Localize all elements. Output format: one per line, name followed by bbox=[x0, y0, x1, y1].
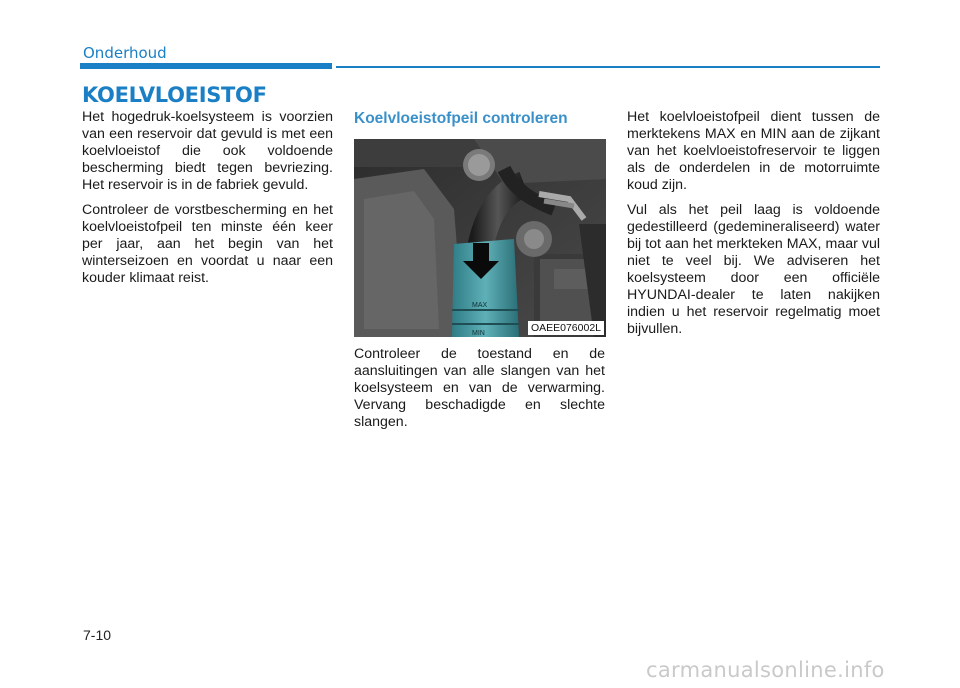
paragraph-intro: Het hogedruk-koelsysteem is voorzien van een reservoir dat gevuld is met een koelvloeistof die ook voldoende bescherming biedt tegen bevriezing. Het reservoir is in de fabriek gevuld. bbox=[82, 109, 333, 193]
header-rule-thick bbox=[80, 63, 332, 69]
subsection-heading: Koelvloeistofpeil controleren bbox=[354, 110, 568, 127]
column-left bbox=[82, 109, 333, 295]
engine-bay-photo bbox=[354, 139, 606, 337]
header-rule-thin bbox=[336, 66, 880, 68]
paragraph-level: Het koelvloeistofpeil dient tussen de merktekens MAX en MIN aan de zijkant van het koelvloeistofreservoir te liggen als de onderdelen in de motorruimte koud zijn. bbox=[627, 109, 880, 193]
page-number: 7-10 bbox=[83, 627, 112, 643]
chapter-title: KOELVLOEISTOF bbox=[82, 83, 267, 107]
paragraph-hoses: Controleer de toestand en de aansluitingen van alle slangen van het koelsysteem en van de verwarming. Vervang beschadigde en slechte slangen. bbox=[354, 346, 605, 430]
section-label: Onderhoud bbox=[83, 44, 167, 62]
figure-code: OAEE076002L bbox=[528, 321, 604, 335]
mark-min-label: MIN bbox=[472, 330, 485, 337]
mark-max-label: MAX bbox=[472, 302, 488, 309]
column-right bbox=[627, 109, 880, 346]
paragraph-check-frost: Controleer de vorstbescherming en het koelvloeistofpeil ten minste één keer per jaar, aan het begin van het winterseizoen en voordat u naar een kouder klimaat reist. bbox=[82, 202, 333, 286]
engine-bay-illustration bbox=[354, 139, 606, 337]
column-middle bbox=[354, 109, 605, 439]
paragraph-refill: Vul als het peil laag is voldoende gedestilleerd (gedemineraliseerd) water bij tot aan het merkteken MAX, maar vul niet te veel bij. We adviseren het koelsysteem door een officiële HYUNDAI-dealer te laten nakijken indien u het reservoir regelmatig moet bijvullen. bbox=[627, 202, 880, 337]
watermark: carmanualsonline.info bbox=[646, 658, 885, 682]
